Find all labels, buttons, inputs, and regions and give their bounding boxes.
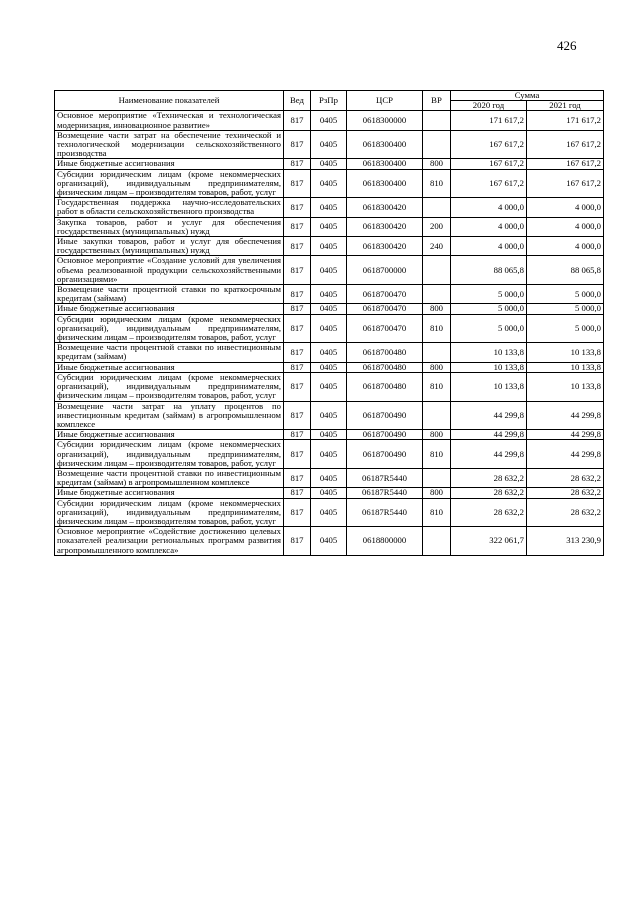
header-ved: Вед <box>284 91 311 111</box>
cell-name: Субсидии юридическим лицам (кроме некоммерческих организаций), индивидуальным предпринимателям, физическим лицам – производителям товаров, работ, услуг <box>55 440 284 469</box>
cell-name: Иные бюджетные ассигнования <box>55 430 284 440</box>
table-row <box>55 314 604 343</box>
cell-name: Основное мероприятие «Техническая и технологическая модернизация, инновационное развитие» <box>55 111 284 130</box>
cell-2021: 171 617,2 <box>527 111 604 130</box>
cell-vr: 810 <box>423 314 451 343</box>
cell-csr: 0618700490 <box>347 401 423 430</box>
cell-csr: 06187R5440 <box>347 498 423 527</box>
cell-rzpr: 0405 <box>311 343 347 362</box>
cell-rzpr: 0405 <box>311 304 347 314</box>
table-row <box>55 237 604 256</box>
cell-name: Субсидии юридическим лицам (кроме некоммерческих организаций), индивидуальным предпринимателям, физическим лицам – производителям товаров, работ, услуг <box>55 498 284 527</box>
budget-table <box>54 90 604 556</box>
cell-name: Основное мероприятие «Содействие достижению целевых показателей реализации региональных программ развития агропромышленного комплекса» <box>55 527 284 556</box>
table-body <box>55 111 604 555</box>
cell-rzpr: 0405 <box>311 401 347 430</box>
cell-rzpr: 0405 <box>311 372 347 401</box>
table-row <box>55 111 604 130</box>
cell-csr: 0618300420 <box>347 198 423 217</box>
cell-2021: 4 000,0 <box>527 237 604 256</box>
table-row <box>55 468 604 487</box>
cell-name: Иные закупки товаров, работ и услуг для обеспечения государственных (муниципальных) нужд <box>55 237 284 256</box>
table-row <box>55 440 604 469</box>
cell-vr <box>423 343 451 362</box>
table-row <box>55 304 604 314</box>
cell-ved: 817 <box>284 488 311 498</box>
table-row <box>55 285 604 304</box>
cell-name: Иные бюджетные ассигнования <box>55 304 284 314</box>
cell-vr: 800 <box>423 304 451 314</box>
cell-2020: 4 000,0 <box>451 198 527 217</box>
cell-ved: 817 <box>284 111 311 130</box>
cell-2020: 167 617,2 <box>451 169 527 198</box>
cell-2021: 4 000,0 <box>527 198 604 217</box>
cell-csr: 0618700470 <box>347 304 423 314</box>
cell-vr <box>423 111 451 130</box>
cell-ved: 817 <box>284 217 311 236</box>
cell-name: Иные бюджетные ассигнования <box>55 488 284 498</box>
cell-rzpr: 0405 <box>311 130 347 159</box>
table-row <box>55 401 604 430</box>
cell-csr: 0618300000 <box>347 111 423 130</box>
cell-ved: 817 <box>284 498 311 527</box>
table-row <box>55 130 604 159</box>
table-row <box>55 488 604 498</box>
cell-vr: 810 <box>423 498 451 527</box>
table-row <box>55 159 604 169</box>
cell-rzpr: 0405 <box>311 430 347 440</box>
cell-csr: 06187R5440 <box>347 468 423 487</box>
cell-vr: 810 <box>423 372 451 401</box>
cell-vr: 800 <box>423 362 451 372</box>
cell-csr: 0618700480 <box>347 343 423 362</box>
cell-rzpr: 0405 <box>311 198 347 217</box>
cell-2020: 171 617,2 <box>451 111 527 130</box>
cell-name: Иные бюджетные ассигнования <box>55 159 284 169</box>
cell-2020: 167 617,2 <box>451 159 527 169</box>
cell-2021: 44 299,8 <box>527 401 604 430</box>
cell-2020: 88 065,8 <box>451 256 527 285</box>
cell-csr: 0618300400 <box>347 169 423 198</box>
cell-2021: 167 617,2 <box>527 169 604 198</box>
cell-ved: 817 <box>284 468 311 487</box>
cell-rzpr: 0405 <box>311 285 347 304</box>
cell-ved: 817 <box>284 527 311 556</box>
cell-ved: 817 <box>284 401 311 430</box>
cell-2020: 28 632,2 <box>451 468 527 487</box>
cell-2020: 4 000,0 <box>451 237 527 256</box>
table-row <box>55 527 604 556</box>
header-2021: 2021 год <box>527 101 604 111</box>
cell-ved: 817 <box>284 256 311 285</box>
cell-rzpr: 0405 <box>311 217 347 236</box>
cell-2020: 44 299,8 <box>451 440 527 469</box>
cell-2021: 167 617,2 <box>527 159 604 169</box>
cell-2020: 322 061,7 <box>451 527 527 556</box>
cell-name: Возмещение части затрат на обеспечение технической и технологической модернизации сельскохозяйственного производства <box>55 130 284 159</box>
cell-ved: 817 <box>284 169 311 198</box>
cell-rzpr: 0405 <box>311 468 347 487</box>
cell-vr: 240 <box>423 237 451 256</box>
cell-ved: 817 <box>284 285 311 304</box>
cell-vr: 800 <box>423 430 451 440</box>
cell-ved: 817 <box>284 159 311 169</box>
cell-name: Возмещение части процентной ставки по инвестиционным кредитам (займам) в агропромышленном комплексе <box>55 468 284 487</box>
cell-2021: 10 133,8 <box>527 343 604 362</box>
header-name: Наименование показателей <box>55 91 284 111</box>
cell-2021: 44 299,8 <box>527 440 604 469</box>
cell-rzpr: 0405 <box>311 159 347 169</box>
cell-rzpr: 0405 <box>311 362 347 372</box>
cell-2021: 10 133,8 <box>527 362 604 372</box>
cell-vr <box>423 401 451 430</box>
cell-2021: 5 000,0 <box>527 314 604 343</box>
cell-csr: 06187R5440 <box>347 488 423 498</box>
cell-2021: 167 617,2 <box>527 130 604 159</box>
cell-2020: 44 299,8 <box>451 430 527 440</box>
header-2020: 2020 год <box>451 101 527 111</box>
cell-2021: 88 065,8 <box>527 256 604 285</box>
cell-2020: 44 299,8 <box>451 401 527 430</box>
cell-csr: 0618700480 <box>347 362 423 372</box>
cell-name: Иные бюджетные ассигнования <box>55 362 284 372</box>
cell-2021: 10 133,8 <box>527 372 604 401</box>
cell-name: Основное мероприятие «Создание условий для увеличения объема реализованной продукции сельскохозяйственными организациями» <box>55 256 284 285</box>
cell-csr: 0618700480 <box>347 372 423 401</box>
cell-2020: 4 000,0 <box>451 217 527 236</box>
cell-rzpr: 0405 <box>311 488 347 498</box>
cell-vr: 800 <box>423 159 451 169</box>
cell-2021: 4 000,0 <box>527 217 604 236</box>
cell-vr <box>423 130 451 159</box>
cell-vr: 810 <box>423 169 451 198</box>
cell-2021: 5 000,0 <box>527 285 604 304</box>
cell-vr <box>423 198 451 217</box>
table-row <box>55 169 604 198</box>
cell-rzpr: 0405 <box>311 527 347 556</box>
cell-name: Субсидии юридическим лицам (кроме некоммерческих организаций), индивидуальным предпринимателям, физическим лицам – производителям товаров, работ, услуг <box>55 169 284 198</box>
cell-name: Субсидии юридическим лицам (кроме некоммерческих организаций), индивидуальным предпринимателям, физическим лицам – производителям товаров, работ, услуг <box>55 314 284 343</box>
cell-2020: 5 000,0 <box>451 285 527 304</box>
cell-2020: 10 133,8 <box>451 343 527 362</box>
cell-rzpr: 0405 <box>311 498 347 527</box>
cell-csr: 0618300420 <box>347 237 423 256</box>
cell-ved: 817 <box>284 430 311 440</box>
table-row <box>55 372 604 401</box>
cell-rzpr: 0405 <box>311 314 347 343</box>
header-rzpr: РзПр <box>311 91 347 111</box>
table-row <box>55 217 604 236</box>
cell-vr <box>423 256 451 285</box>
cell-ved: 817 <box>284 362 311 372</box>
cell-ved: 817 <box>284 237 311 256</box>
cell-csr: 0618300420 <box>347 217 423 236</box>
table-row <box>55 498 604 527</box>
cell-ved: 817 <box>284 314 311 343</box>
cell-name: Возмещение части затрат на уплату процентов по инвестиционным кредитам (займам) в агропромышленном комплексе <box>55 401 284 430</box>
cell-vr: 800 <box>423 488 451 498</box>
cell-2021: 28 632,2 <box>527 488 604 498</box>
table-row <box>55 430 604 440</box>
cell-rzpr: 0405 <box>311 111 347 130</box>
cell-rzpr: 0405 <box>311 237 347 256</box>
header-vr: ВР <box>423 91 451 111</box>
cell-csr: 0618700490 <box>347 430 423 440</box>
cell-vr: 810 <box>423 440 451 469</box>
cell-ved: 817 <box>284 198 311 217</box>
cell-ved: 817 <box>284 372 311 401</box>
table-row <box>55 362 604 372</box>
cell-vr <box>423 527 451 556</box>
cell-2020: 10 133,8 <box>451 362 527 372</box>
cell-rzpr: 0405 <box>311 256 347 285</box>
cell-2021: 313 230,9 <box>527 527 604 556</box>
cell-2020: 10 133,8 <box>451 372 527 401</box>
cell-ved: 817 <box>284 130 311 159</box>
cell-2020: 5 000,0 <box>451 304 527 314</box>
cell-csr: 0618700470 <box>347 285 423 304</box>
cell-2020: 5 000,0 <box>451 314 527 343</box>
cell-name: Возмещение части процентной ставки по краткосрочным кредитам (займам) <box>55 285 284 304</box>
header-sum: Сумма <box>451 91 604 101</box>
cell-2021: 5 000,0 <box>527 304 604 314</box>
cell-name: Государственная поддержка научно-исследовательских работ в области сельскохозяйственного производства <box>55 198 284 217</box>
table-row <box>55 343 604 362</box>
cell-2020: 167 617,2 <box>451 130 527 159</box>
cell-name: Возмещение части процентной ставки по инвестиционным кредитам (займам) <box>55 343 284 362</box>
cell-ved: 817 <box>284 440 311 469</box>
cell-vr <box>423 468 451 487</box>
cell-csr: 0618700490 <box>347 440 423 469</box>
table-header-row <box>55 91 604 101</box>
cell-ved: 817 <box>284 304 311 314</box>
cell-vr <box>423 285 451 304</box>
cell-csr: 0618700470 <box>347 314 423 343</box>
cell-rzpr: 0405 <box>311 169 347 198</box>
header-csr: ЦСР <box>347 91 423 111</box>
cell-ved: 817 <box>284 343 311 362</box>
table-row <box>55 198 604 217</box>
page-number: 426 <box>557 38 577 53</box>
table-row <box>55 256 604 285</box>
cell-rzpr: 0405 <box>311 440 347 469</box>
cell-2021: 44 299,8 <box>527 430 604 440</box>
cell-csr: 0618700000 <box>347 256 423 285</box>
cell-name: Закупка товаров, работ и услуг для обеспечения государственных (муниципальных) нужд <box>55 217 284 236</box>
cell-vr: 200 <box>423 217 451 236</box>
cell-2021: 28 632,2 <box>527 468 604 487</box>
cell-name: Субсидии юридическим лицам (кроме некоммерческих организаций), индивидуальным предпринимателям, физическим лицам – производителям товаров, работ, услуг <box>55 372 284 401</box>
cell-2020: 28 632,2 <box>451 498 527 527</box>
cell-csr: 0618300400 <box>347 130 423 159</box>
cell-csr: 0618300400 <box>347 159 423 169</box>
cell-2021: 28 632,2 <box>527 498 604 527</box>
cell-csr: 0618800000 <box>347 527 423 556</box>
cell-2020: 28 632,2 <box>451 488 527 498</box>
